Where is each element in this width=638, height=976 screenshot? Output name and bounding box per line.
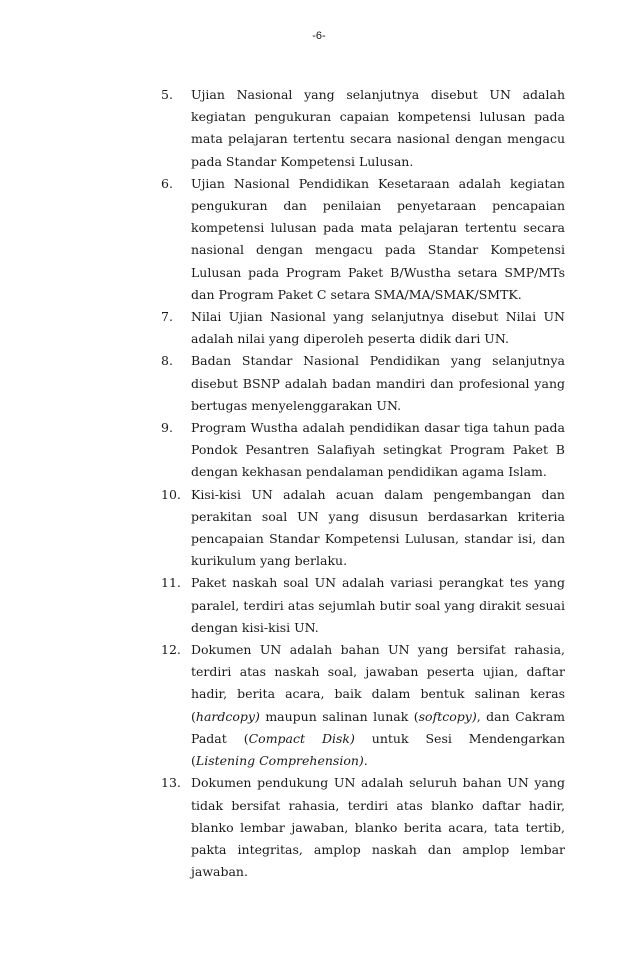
- list-item: [161, 306, 565, 350]
- list-item: [161, 639, 565, 772]
- list-item: [161, 572, 565, 639]
- item-number: 10.: [161, 486, 181, 502]
- item-text-segment-italic: Listening Comprehension).: [195, 753, 368, 769]
- item-text: Badan Standar Nasional Pendidikan yang selanjutnya disebut BSNP adalah badan mandiri dan profesional yang bertugas menyelenggarakan UN.: [191, 353, 565, 413]
- list-item: [161, 417, 565, 484]
- item-text-segment: untuk Sesi Mendengarkan (: [191, 730, 566, 769]
- item-text-segment-italic: Compact Disk): [248, 730, 355, 746]
- item-number: 13.: [161, 775, 181, 791]
- page-number: -6-: [312, 30, 326, 42]
- list-item: [161, 772, 565, 883]
- item-text-segment: , dan Cakram Padat (: [191, 708, 566, 746]
- item-text-segment: maupun salinan lunak (: [259, 708, 419, 724]
- item-text: Ujian Nasional yang selanjutnya disebut UN adalah kegiatan pengukuran capaian kompetensi lulusan pada mata pelajaran tertentu secara nasional dengan mengacu pada Standar Kompetensi Lulusan.: [191, 87, 565, 169]
- item-number: 5.: [161, 87, 173, 102]
- item-number: 11.: [161, 575, 181, 591]
- definition-list: [161, 84, 565, 883]
- item-number: 8.: [161, 353, 173, 369]
- item-number: 9.: [161, 420, 173, 436]
- item-text: Program Wustha adalah pendidikan dasar tiga tahun pada Pondok Pesantren Salafiyah setingkat Program Paket B dengan kekhasan pendalaman pendidikan agama Islam.: [191, 420, 565, 480]
- item-number: 12.: [161, 642, 181, 658]
- item-number: 7.: [161, 309, 173, 325]
- item-number: 6.: [161, 175, 173, 191]
- list-item: [161, 173, 565, 306]
- item-text: Paket naskah soal UN adalah variasi perangkat tes yang paralel, terdiri atas sejumlah butir soal yang dirakit sesuai dengan kisi-kisi UN.: [191, 575, 565, 635]
- list-item: [161, 350, 565, 417]
- item-text: [191, 639, 565, 772]
- item-text: Nilai Ujian Nasional yang selanjutnya disebut Nilai UN adalah nilai yang diperoleh peserta didik dari UN.: [191, 309, 565, 347]
- list-item: [161, 84, 565, 173]
- list-item: [161, 484, 565, 573]
- item-text-segment: Dokumen UN adalah bahan UN yang bersifat rahasia, terdiri atas naskah soal, jawaban peserta ujian, daftar hadir, berita acara, baik dalam bentuk salinan keras (: [191, 642, 565, 724]
- item-text-segment-italic: softcopy): [418, 708, 477, 724]
- item-text: Kisi-kisi UN adalah acuan dalam pengembangan dan perakitan soal UN yang disusun berdasarkan kriteria pencapaian Standar Kompetensi Lulusan, standar isi, dan kurikulum yang berlaku.: [191, 486, 565, 569]
- item-text: Ujian Nasional Pendidikan Kesetaraan adalah kegiatan pengukuran dan penilaian penyetaraan pencapaian kompetensi lulusan pada mata pelajaran tertentu secara nasional dengan mengacu pada Standar Kompetensi Lulusan pada Program Paket B/Wustha setara SMP/MTs dan Program Paket C setara SMA/MA/SMAK/SMTK.: [191, 175, 565, 302]
- item-text: Dokumen pendukung UN adalah seluruh bahan UN yang tidak bersifat rahasia, terdiri atas blanko daftar hadir, blanko lembar jawaban, blanko berita acara, tata tertib, pakta integritas, amplop naskah dan amplop lembar jawaban.: [191, 775, 565, 880]
- item-text-segment-italic: hardcopy): [195, 708, 260, 724]
